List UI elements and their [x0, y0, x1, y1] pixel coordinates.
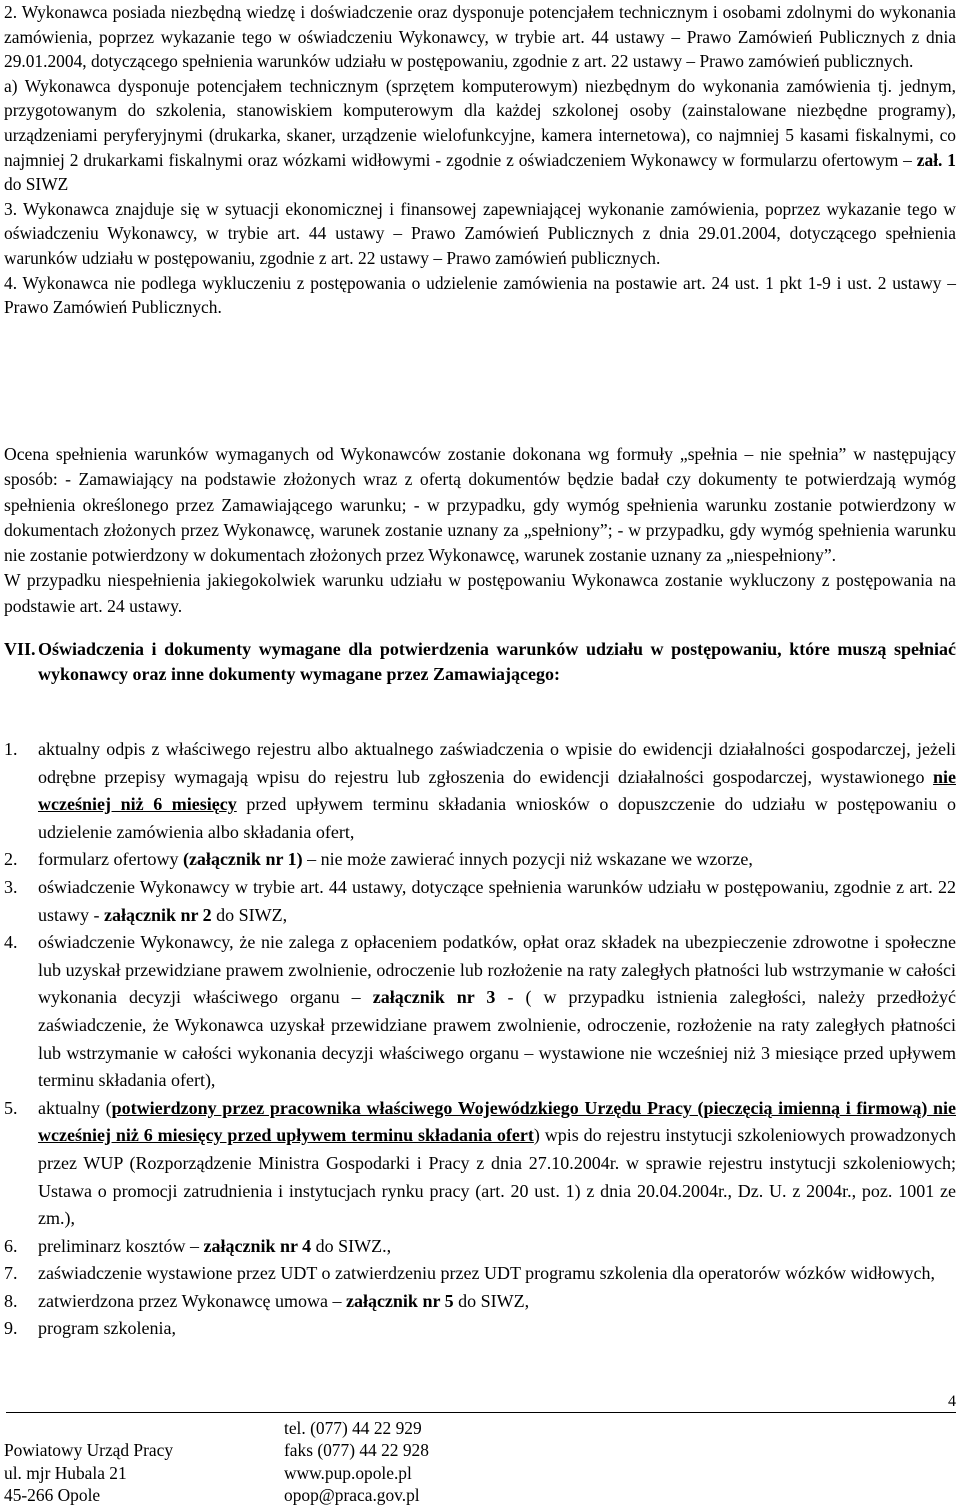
list-item: 7. zaświadczenie wystawione przez UDT o zatwierdzeniu przez UDT programu szkolenia dla operatorów wózków widłowych,	[4, 1263, 936, 1284]
list-item: 6. preliminarz kosztów – załącznik nr 4 do SIWZ.,	[4, 1235, 392, 1256]
list-item: 4. oświadczenie Wykonawcy, że nie zalega z opłaceniem podatków, opłat oraz składek na ubezpieczenie zdrowotne i społeczne lub uzyskał przewidziane prawem zwolnienie, odroczenie lub rozłożenie na raty zaległych płatności lub wstrzymanie w całości wykonania decyzji właściwego organu – załącznik nr 3 - ( w przypadku istnienia zaległości, należy przedłożyć zaświadczenie, że Wykonawca uzyskał przewidziane prawem zwolnienie, odroczenie, rozłożenie na raty zaległych płatności lub wstrzymanie w całości wykonania decyzji właściwego organu – wystawione nie wcześniej niż 3 miesiące przed upływem terminu składania ofert),	[4, 932, 956, 1091]
documents-list	[4, 736, 956, 1343]
footer-office-name: Powiatowy Urząd Pracy	[4, 1440, 174, 1461]
list-item: 2. formularz ofertowy (załącznik nr 1) – nie może zawierać innych pozycji niż wskazane we wzorze,	[4, 849, 753, 870]
section-title: Oświadczenia i dokumenty wymagane dla potwierdzenia warunków udziału w postępowaniu, które muszą spełniać wykonawcy oraz inne dokumenty wymagane przez Zamawiającego:	[38, 639, 956, 684]
section-heading	[4, 637, 956, 687]
condition-2a: a) Wykonawca dysponuje potencjałem technicznym (sprzętem komputerowym) niezbędnym do wykonania zamówienia tj. jednym, przygotowanym do szkolenia, stanowiskiem komputerowym dla każdej szkolonej osoby (zainstalowane niezbędne programy), urządzeniami peryferyjnymi (drukarka, skaner, urządzenie wielofunkcyjne, kamera internetowa), co najmniej 5 kasami fiskalnymi, co najmniej 2 drukarkami fiskalnymi oraz wózkami widłowymi - zgodnie z oświadczeniem Wykonawcy w formularzu ofertowym – zał. 1 do SIWZ	[4, 75, 957, 195]
conditions-section	[4, 0, 956, 320]
footer-city: 45-266 Opole	[4, 1484, 101, 1505]
footer-address	[4, 1417, 173, 1506]
footer-street: ul. mjr Hubala 21	[4, 1462, 127, 1483]
page-number: 4	[948, 1393, 956, 1410]
evaluation-section	[4, 442, 956, 619]
condition-2: 2. Wykonawca posiada niezbędną wiedzę i doświadczenie oraz dysponuje potencjałem technicznym i osobami zdolnymi do wykonania zamówienia, poprzez wykazanie tego w oświadczeniu Wykonawcy, w trybie art. 44 ustawy – Prawo Zamówień Publicznych z dnia 29.01.2004, dotyczącego spełnienia warunków udziału w postępowaniu, zgodnie z art. 22 ustawy – Prawo zamówień publicznych.	[4, 2, 956, 72]
section-number: VII.	[4, 639, 36, 659]
footer-phone: tel. (077) 44 22 929	[284, 1418, 422, 1438]
list-item: 5. aktualny (potwierdzony przez pracownika właściwego Wojewódzkiego Urzędu Pracy (pieczęcią imienną i firmową) nie wcześniej niż 6 miesięcy przed upływem terminu składania ofert) wpis do rejestru instytucji szkoleniowych prowadzonych przez WUP (Rozporządzenie Ministra Gospodarki i Pracy z dnia 27.10.2004r. w sprawie rejestru instytucji szkoleniowych; Ustawa o promocji zatrudnienia i instytucjach rynku pracy (art. 20 ust. 1) z dnia 20.04.2004r., Dz. U. z 2004r., poz. 1001 ze zm.),	[4, 1097, 956, 1229]
footer-line	[4, 1417, 173, 1439]
exclusion-paragraph: W przypadku niespełnienia jakiegokolwiek warunku udziału w postępowaniu Wykonawca zostanie wykluczony z postępowania na podstawie art. 24 ustawy.	[4, 570, 956, 616]
condition-3: 3. Wykonawca znajduje się w sytuacji ekonomicznej i finansowej zapewniającej wykonanie zamówienia, poprzez wykazanie tego w oświadczeniu Wykonawcy, w trybie art. 44 ustawy – Prawo Zamówień Publicznych z dnia 29.01.2004, dotyczącego spełnienia warunków udziału w postępowaniu, zgodnie z art. 22 ustawy – Prawo zamówień publicznych.	[4, 198, 956, 268]
footer-divider	[6, 1412, 956, 1413]
list-item: 1. aktualny odpis z właściwego rejestru albo aktualnego zaświadczenia o wpisie do ewidencji działalności gospodarczej, jeżeli odrębne przepisy wymagają wpisu do rejestru lub zgłoszenia do ewidencji działalności gospodarczej, wystawionego nie wcześniej niż 6 miesięcy przed upływem terminu składania wniosków o dopuszczenie do udziału w postępowaniu o udzielenie zamówienia albo składania ofert,	[4, 739, 956, 842]
condition-4: 4. Wykonawca nie podlega wykluczeniu z postępowania o udzielenie zamówienia na postawie art. 24 ust. 1 pkt 1-9 i ust. 2 ustawy – Prawo Zamówień Publicznych.	[4, 272, 956, 318]
footer-website: www.pup.opole.pl	[284, 1462, 412, 1483]
list-item: 9. program szkolenia,	[4, 1318, 176, 1339]
footer-email: opop@praca.gov.pl	[284, 1484, 420, 1505]
list-item: 3. oświadczenie Wykonawcy w trybie art. 44 ustawy, dotyczące spełnienia warunków udziału w postępowaniu, zgodnie z art. 22 ustawy - załącznik nr 2 do SIWZ,	[4, 876, 956, 925]
footer-fax: faks (077) 44 22 928	[284, 1440, 429, 1461]
list-item: 8. zatwierdzona przez Wykonawcę umowa – załącznik nr 5 do SIWZ,	[4, 1290, 530, 1311]
footer-contact	[284, 1417, 429, 1506]
evaluation-paragraph: Ocena spełnienia warunków wymaganych od Wykonawców zostanie dokonana wg formuły „spełnia – nie spełnia” w następujący sposób: - Zamawiający na podstawie złożonych wraz z ofertą dokumentów będzie badał czy dokumenty te potwierdzają wymóg spełnienia określonego przez Zamawiającego warunku; - w przypadku, gdy wymóg spełnienia warunku zostanie potwierdzony w dokumentach złożonych przez Wykonawcę, warunek zostanie uznany za „spełniony”; - w przypadku, gdy wymóg spełnienia warunku nie zostanie potwierdzony w dokumentach złożonych przez Wykonawcę, warunek zostanie uznany za „niespełniony”.	[4, 444, 956, 566]
